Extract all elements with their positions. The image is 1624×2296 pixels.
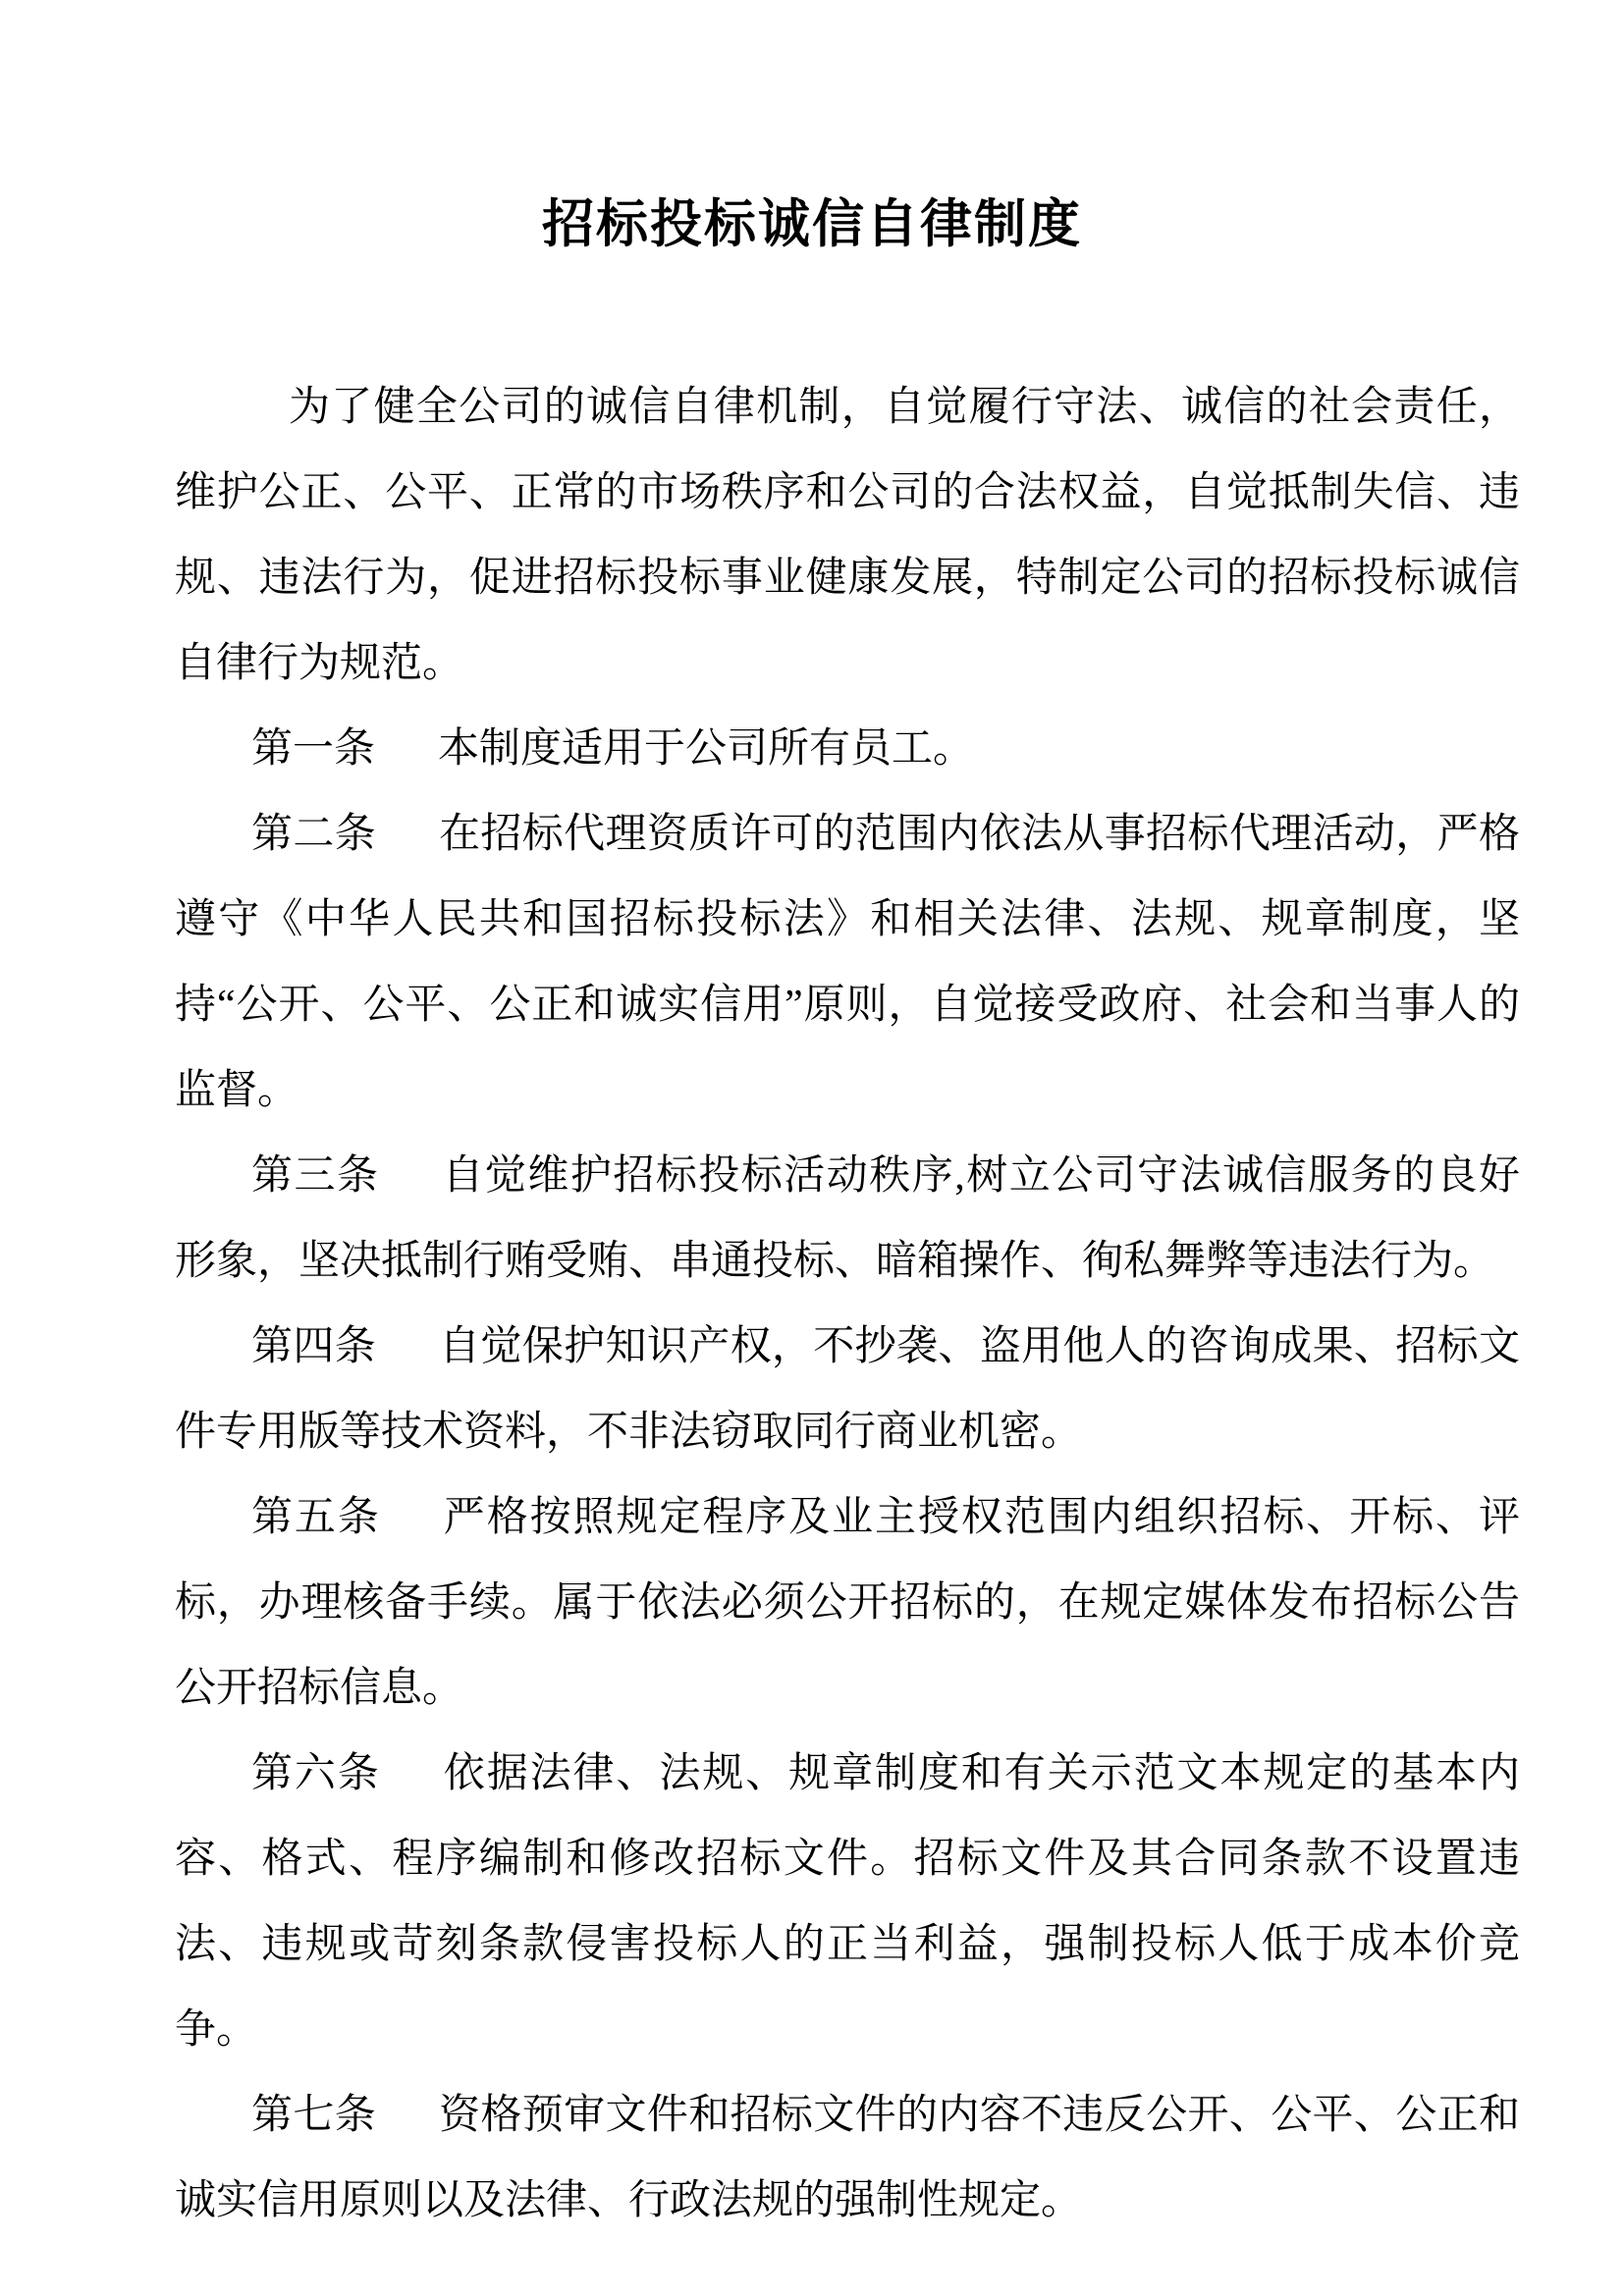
article-number: 第四条 bbox=[251, 1324, 377, 1369]
article-paragraph bbox=[175, 2073, 1520, 2244]
article-text: 依据法律、法规、规章制度和有关示范文本规定的基本内容、格式、程序编制和修改招标文件。招标文件及其合同条款不设置违法、违规或苛刻条款侵害投标人的正当利益，强制投标人低于成本价竞争。 bbox=[175, 1751, 1520, 2053]
article-text: 在招标代理资质许可的范围内依法从事招标代理活动，严格遵守《中华人民共和国招标投标法》和相关法律、法规、规章制度，坚持“公开、公平、公正和诚实信用”原则，自觉接受政府、社会和当事人的监督。 bbox=[175, 812, 1520, 1113]
article-number: 第一条 bbox=[251, 726, 376, 772]
article-paragraph bbox=[175, 1732, 1520, 2073]
article-paragraph bbox=[175, 1134, 1520, 1305]
article-number: 第二条 bbox=[251, 812, 377, 857]
page-title: 招标投标诚信自律制度 bbox=[542, 196, 1082, 253]
article-paragraph bbox=[175, 1305, 1520, 1475]
articles-list bbox=[175, 707, 1520, 2244]
article-paragraph bbox=[175, 792, 1520, 1134]
article-number: 第六条 bbox=[251, 1751, 381, 1796]
document-body bbox=[175, 365, 1520, 2244]
article-number: 第三条 bbox=[251, 1153, 380, 1199]
article-paragraph bbox=[175, 1475, 1520, 1732]
article-number: 第七条 bbox=[251, 2093, 377, 2138]
article-text: 资格预审文件和招标文件的内容不违反公开、公平、公正和诚实信用原则以及法律、行政法规的强制性规定。 bbox=[175, 2093, 1520, 2223]
article-paragraph bbox=[175, 707, 1520, 792]
article-number: 第五条 bbox=[251, 1495, 381, 1540]
intro-paragraph: 为了健全公司的诚信自律机制，自觉履行守法、诚信的社会责任，维护公正、公平、正常的市场秩序和公司的合法权益，自觉抵制失信、违规、违法行为，促进招标投标事业健康发展，特制定公司的招标投标诚信自律行为规范。 bbox=[175, 385, 1520, 686]
article-text: 自觉维护招标投标活动秩序,树立公司守法诚信服务的良好形象，坚决抵制行贿受贿、串通投标、暗箱操作、徇私舞弊等违法行为。 bbox=[175, 1153, 1520, 1284]
article-text: 自觉保护知识产权，不抄袭、盗用他人的咨询成果、招标文件专用版等技术资料，不非法窃取同行商业机密。 bbox=[175, 1324, 1520, 1455]
article-text: 本制度适用于公司所有员工。 bbox=[438, 726, 975, 772]
article-text: 严格按照规定程序及业主授权范围内组织招标、开标、评标，办理核备手续。属于依法必须公开招标的，在规定媒体发布招标公告公开招标信息。 bbox=[175, 1495, 1520, 1711]
